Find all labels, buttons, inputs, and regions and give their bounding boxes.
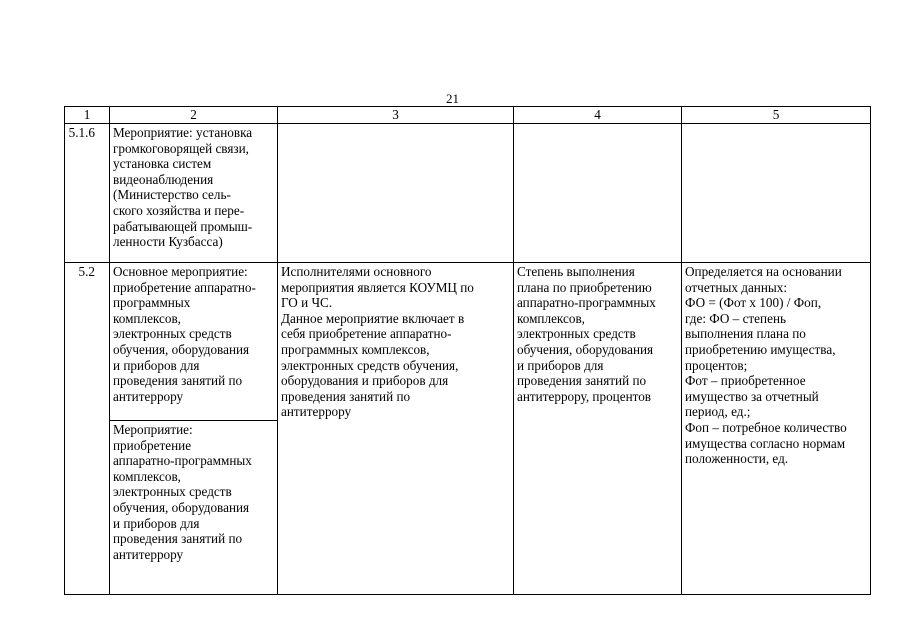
text-line: Фот – приобретенное bbox=[685, 373, 806, 389]
text-line: Исполнителями основного bbox=[281, 264, 432, 279]
text-line: программных bbox=[113, 295, 191, 311]
text-line: комплексов, bbox=[113, 310, 181, 326]
text-line: антитеррору, процентов bbox=[517, 388, 652, 404]
text-line: проведения занятий по bbox=[113, 531, 243, 547]
text-line: Мероприятие: bbox=[113, 422, 193, 437]
column-number-5: 5 bbox=[682, 107, 871, 124]
text-line: обучения, оборудования bbox=[517, 341, 654, 357]
text-line: Основное мероприятие: bbox=[113, 264, 248, 279]
text-line: где: ФО – степень bbox=[685, 310, 787, 326]
text-line: имущества согласно нормам bbox=[685, 435, 846, 451]
table-row bbox=[65, 263, 871, 421]
measure-description bbox=[110, 124, 278, 263]
text-line: и приборов для bbox=[517, 357, 604, 373]
text-line: приобретению имущества, bbox=[685, 341, 836, 357]
text-line: мероприятия является КОУМЦ по bbox=[281, 279, 474, 295]
text-line: и приборов для bbox=[113, 357, 200, 373]
text-line: проведения занятий по bbox=[517, 373, 647, 389]
table-header-row bbox=[65, 107, 871, 124]
calculation-method bbox=[682, 263, 871, 595]
text-line: выполнения плана по bbox=[685, 326, 806, 342]
text-line: процентов; bbox=[685, 357, 748, 373]
row-number: 5.2 bbox=[65, 263, 110, 595]
row-number: 5.1.6 bbox=[65, 124, 110, 263]
column-number-1: 1 bbox=[65, 107, 110, 124]
text-line: себя приобретение аппаратно- bbox=[281, 326, 452, 342]
text-line: оборудования и приборов для bbox=[281, 373, 449, 389]
measure-description bbox=[110, 421, 278, 595]
text-line: обучения, оборудования bbox=[113, 341, 250, 357]
program-table bbox=[64, 106, 871, 595]
text-line: электронных средств bbox=[113, 326, 232, 342]
text-line: комплексов, bbox=[113, 468, 181, 484]
text-line: установка систем bbox=[113, 156, 212, 172]
text-line: антитеррору bbox=[113, 546, 184, 562]
text-line: Мероприятие: установка bbox=[113, 125, 253, 140]
empty-cell bbox=[278, 124, 514, 263]
text-line: период, ед.; bbox=[685, 404, 751, 420]
main-measure-description bbox=[110, 263, 278, 421]
text-line: Определяется на основании bbox=[685, 264, 842, 279]
text-line: проведения занятий по bbox=[113, 373, 243, 389]
text-line: электронных средств обучения, bbox=[281, 357, 459, 373]
text-line: электронных средств bbox=[113, 484, 232, 500]
text-line: и приборов для bbox=[113, 515, 200, 531]
text-line: электронных средств bbox=[517, 326, 636, 342]
formula-line: ФО = (Фот х 100) / Фоп, bbox=[685, 295, 822, 311]
page-number: 21 bbox=[446, 91, 459, 106]
text-line: Данное мероприятие включает в bbox=[281, 310, 465, 326]
text-line: положенности, ед. bbox=[685, 451, 789, 467]
text-line: отчетных данных: bbox=[685, 279, 788, 295]
text-line: аппаратно-программных bbox=[517, 295, 656, 311]
text-line: антитеррору bbox=[281, 404, 352, 420]
text-line: антитеррору bbox=[113, 388, 184, 404]
executors-description bbox=[278, 263, 514, 595]
column-number-3: 3 bbox=[278, 107, 514, 124]
column-number-4: 4 bbox=[514, 107, 682, 124]
text-line: ГО и ЧС. bbox=[281, 295, 333, 311]
text-line: имущество за отчетный bbox=[685, 388, 819, 404]
text-line: ленности Кузбасса) bbox=[113, 234, 223, 250]
text-line: комплексов, bbox=[517, 310, 585, 326]
text-line: громкоговорящей связи, bbox=[113, 140, 249, 156]
empty-cell bbox=[514, 124, 682, 263]
indicator-description bbox=[514, 263, 682, 595]
text-line: (Министерство сель- bbox=[113, 187, 231, 203]
text-line: Степень выполнения bbox=[517, 264, 635, 279]
text-line: приобретение bbox=[113, 437, 192, 453]
text-line: проведения занятий по bbox=[281, 388, 411, 404]
text-line: обучения, оборудования bbox=[113, 499, 250, 515]
table-row bbox=[65, 124, 871, 263]
column-number-2: 2 bbox=[110, 107, 278, 124]
empty-cell bbox=[682, 124, 871, 263]
text-line: программных комплексов, bbox=[281, 341, 430, 357]
text-line: аппаратно-программных bbox=[113, 453, 252, 469]
text-line: видеонаблюдения bbox=[113, 171, 214, 187]
text-line: ского хозяйства и пере- bbox=[113, 202, 245, 218]
text-line: рабатывающей промыш- bbox=[113, 218, 253, 234]
text-line: приобретение аппаратно- bbox=[113, 279, 256, 295]
text-line: плана по приобретению bbox=[517, 279, 652, 295]
text-line: Фоп – потребное количество bbox=[685, 419, 847, 435]
